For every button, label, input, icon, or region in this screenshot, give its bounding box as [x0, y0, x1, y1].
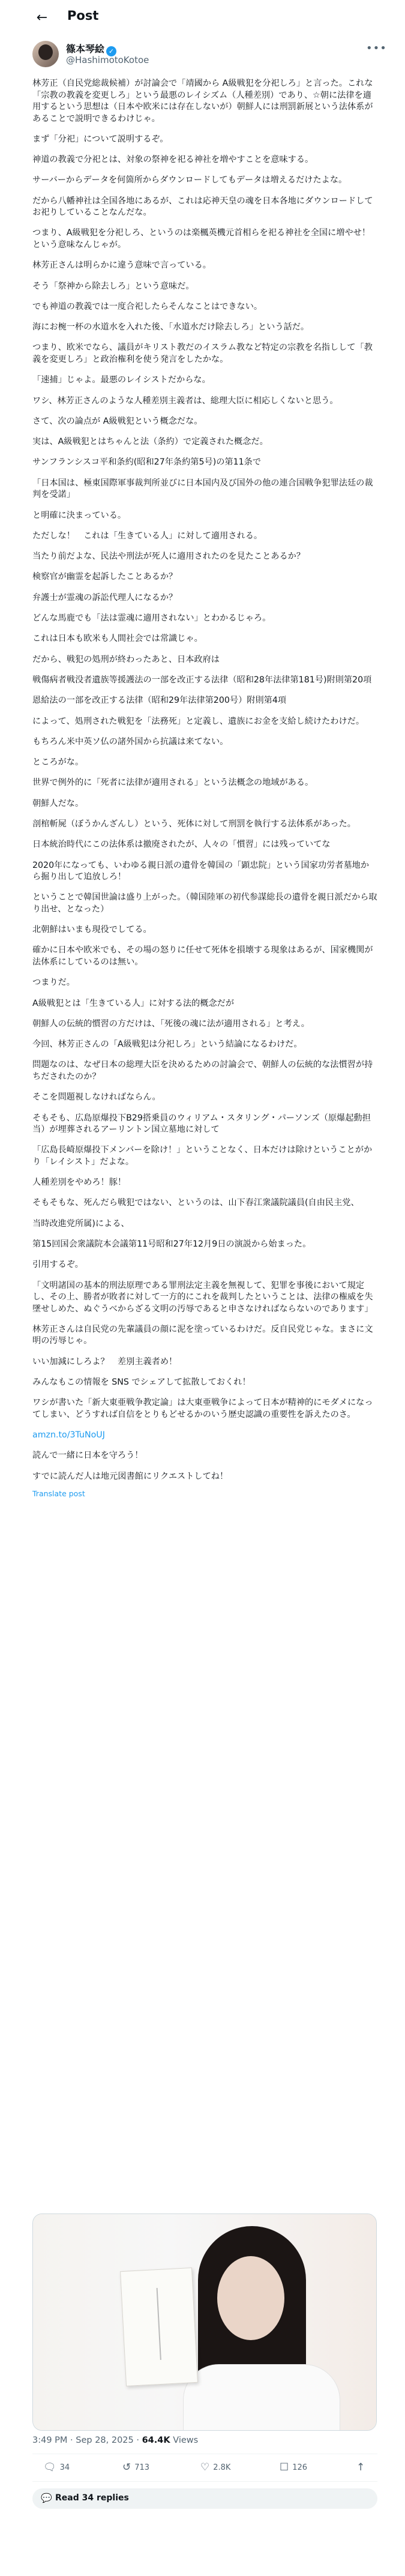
tweet-paragraph: 「文明諸国の基本的刑法原理である罪刑法定主義を無視して、犯罪を事後において規定し、その上、勝者が敗者に対して一方的にこれを裁判したということは、法律の権威を失墜せしめた、ぬぐうべからざる文明の汚辱であると申さなければならないのであります」 — [32, 1280, 373, 1314]
avatar[interactable] — [32, 41, 59, 67]
tweet-paragraph[interactable]: amzn.to/3TuNoUJ — [32, 1430, 105, 1440]
tweet-image[interactable] — [32, 2213, 377, 2431]
tweet-paragraph: だから、戦犯の処刑が終わったあと、日本政府は — [32, 654, 220, 664]
tweet-paragraph: 引用するぞ。 — [32, 1260, 83, 1270]
read-replies-button[interactable] — [32, 2488, 377, 2509]
tweet-paragraph: そう「祭神から除去しろ」という意味だ。 — [32, 281, 194, 291]
tweet-paragraph: まず「分祀」について説明するぞ。 — [32, 134, 169, 144]
tweet-paragraph: 読んで一緒に日本を守ろう！ — [32, 1451, 143, 1461]
bookmark-button[interactable] — [280, 2461, 307, 2473]
tweet-paragraph: 海にお椀一杯の水道水を入れた後、「水道水だけ除去しろ」という話だ。 — [32, 322, 310, 333]
tweet-paragraph: 林芳正さんは自民党の先輩議員の顔に泥を塗っているわけだ。反自民党じゃな。まさに文明の汚辱じゃ。 — [32, 1324, 373, 1346]
tweet-paragraph: つまりだ。 — [32, 978, 75, 988]
tweet-paragraph: 朝鮮人だな。 — [32, 798, 84, 808]
tweet-paragraph: 当時改進党所属)による、 — [32, 1218, 130, 1229]
tweet-paragraph: 2020年になっても、いわゆる親日派の遺骨を韓国の「顕忠院」という国家功労者墓地から掘り出して追放しろ！ — [32, 860, 370, 882]
tweet-paragraph: 人種差別をやめろ！豚！ — [32, 1178, 127, 1188]
heart-icon: ♡ — [200, 2461, 210, 2473]
photo-face — [217, 2256, 284, 2340]
book-cover — [120, 2268, 198, 2386]
tweet-paragraph: 「日本国は、極東国際軍事裁判所並びに日本国内及び国外の他の連合国戦争犯罪法廷の裁判を受諾」 — [32, 478, 373, 500]
tweet-paragraph: によって、処刑された戦犯を「法務死」と定義し、遺族にお金を支給し続けたわけだ。 — [32, 716, 365, 726]
tweet-paragraph: 弁護士が霊魂の訴訟代理人になるか？ — [32, 592, 178, 603]
views-label: Views — [170, 2436, 199, 2445]
share-icon: ↑ — [356, 2461, 365, 2473]
repost-count: 713 — [134, 2463, 150, 2472]
tweet-paragraph: サンフランシスコ平和条約(昭和27年条約第5号)の第11条で — [32, 457, 262, 468]
tweet-paragraph: 「速捕」じゃよ。最悪のレイシストだからな。 — [32, 375, 211, 385]
tweet-paragraph: みんなもこの情報を SNS でシェアして拡散しておくれ！ — [32, 1377, 251, 1388]
translate-post-link[interactable]: Translate post — [32, 1489, 85, 1499]
tweet-paragraph: そもそも、広島原爆投下B29搭乗員のウィリアム・スタリング・パーソンズ（原爆起動担当）が埋葬されるアーリントン国立墓地に対して — [32, 1113, 371, 1135]
tweet-paragraph: つまり、欧米でなら、議員がキリスト教だのイスラム教など特定の宗教を名指しして「教義を変更しろ」と政治権利を使う発言をしたかな。 — [32, 343, 373, 364]
tweet-paragraph: 恩給法の一部を改正する法律（昭和29年法律第200号）附則第4項 — [32, 696, 287, 706]
top-bar — [0, 0, 405, 35]
verified-badge-icon: ✓ — [106, 46, 116, 56]
tweet-paragraph: これは日本も欧米も人間社会では常識じゃ。 — [32, 634, 203, 644]
book-title-line — [157, 2288, 161, 2360]
like-button[interactable] — [200, 2461, 230, 2473]
more-options-icon[interactable]: ••• — [366, 42, 387, 55]
author-name-text[interactable]: 篠本琴絵 — [66, 43, 105, 55]
page-title: Post — [67, 8, 99, 23]
divider — [32, 2481, 377, 2482]
tweet-paragraph: どんな馬鹿でも「法は霊魂に適用されない」とわかるじゃろ。 — [32, 613, 271, 624]
tweet-paragraph: さて、次の論点が A級戦犯という概念だな。 — [32, 416, 203, 426]
comment-icon: 💬 — [41, 2493, 52, 2503]
tweet-paragraph: 剖棺斬屍（ぼうかんざんし）という、死体に対して刑罰を執行する法体系があった。 — [32, 819, 356, 829]
tweet-paragraph: 戦傷病者戦没者遺族等援護法の一部を改正する法律（昭和28年法律第181号)附則第20項 — [32, 675, 372, 685]
views-count: 64.4K — [142, 2436, 170, 2445]
like-count: 2.8K — [213, 2463, 231, 2472]
tweet-paragraph: 検察官が幽霊を起訴したことあるか？ — [32, 572, 178, 582]
tweet-paragraph: A級戦犯とは「生きている人」に対する法的概念だが — [32, 998, 235, 1008]
read-replies-label: Read 34 replies — [55, 2493, 129, 2503]
share-button[interactable] — [356, 2461, 368, 2473]
repost-button[interactable] — [122, 2461, 149, 2473]
tweet-paragraph: 確かに日本や欧米でも、その場の怒りに任せて死体を損壊する現象はあるが、国家機関が法体系にしているのは無い。 — [32, 945, 373, 967]
tweet-paragraph: 林芳正（自民党総裁候補）が討論会で「靖國から A級戦犯を分祀しろ」と言った。これな「宗教の教義を変更しろ」という最悪のレイシズム（人種差別）であり、☆朝に法律を適用するという思想は（日本や欧米には存在しないが）朝鮮人には刑罰新展という法体系があることで説明できるわけじゃ。 — [32, 79, 373, 124]
tweet-paragraph: と明確に決まっている。 — [32, 510, 127, 520]
tweet-paragraph: もちろん米中英ソ仏の諸外国から抗議は来てない。 — [32, 736, 229, 747]
tweet-paragraph: 問題なのは、なぜ日本の総理大臣を決めるための討論会で、朝鮮人の伝統的な法慣習が持ちだされたのか？ — [32, 1060, 373, 1082]
tweet-paragraph: つまり、A級戦犯を分祀しろ、というのは楽楓英機元首相らを祀る神社を全国に増やせ！という意味なんじゃが。 — [32, 228, 371, 250]
tweet-paragraph: でも神道の教義では一度合祀したらそんなことはできない。 — [32, 301, 263, 311]
tweet-paragraph: ただしな！ これは「生きている人」に対して適用される。 — [32, 531, 263, 541]
back-arrow-icon[interactable]: ← — [36, 10, 48, 25]
tweet-paragraph: 北朝鮮はいまも現役でしてる。 — [32, 925, 152, 935]
tweet-paragraph: そもそもな、死んだら戦犯ではない、というのは、山下春江衆議院議員(自由民主党、 — [32, 1198, 359, 1208]
tweet-text — [32, 78, 377, 1506]
photo-shirt — [183, 2364, 340, 2431]
tweet-paragraph: いい加減にしろよ？ 差別主義者め！ — [32, 1356, 178, 1367]
tweet-paragraph: 神道の教義で分祀とは、対象の祭神を祀る神社を増やすことを意味する。 — [32, 155, 314, 165]
bookmark-icon: ☐ — [280, 2461, 289, 2473]
author-handle[interactable]: @HashimotoKotoe — [66, 55, 149, 65]
repost-icon: ↺ — [122, 2461, 131, 2473]
tweet-paragraph: ワシ、林芳正さんのような人種差別主義者は、総理大臣に相応しくないと思う。 — [32, 396, 338, 406]
tweet-paragraph: 今回、林芳正さんの「A級戦犯は分祀しろ」という結論になるわけだ。 — [32, 1040, 302, 1050]
tweet-paragraph: 当たり前だよな、民法や刑法が死人に適用されたのを見たことあるか？ — [32, 552, 305, 562]
post-meta — [32, 2436, 198, 2445]
tweet-paragraph: そこを問題視しなければならん。 — [32, 1092, 161, 1103]
tweet-paragraph: 朝鮮人の伝統的慣習の方だけは、「死後の魂に法が適用される」と考え。 — [32, 1019, 310, 1029]
tweet-paragraph: 「広島長崎原爆投下メンバーを除け！」ということなく、日本だけは除けということがかり「レイシスト」だよな。 — [32, 1145, 373, 1167]
tweet-paragraph: だから八幡神社は全国各地にあるが、これは応神天皇の魂を日本各地にダウンロードしてお祀りしていることなんだな。 — [32, 196, 373, 218]
author-header — [32, 40, 387, 76]
tweet-paragraph: サーバーからデータを何箇所からダウンロードしてもデータは増えるだけたよな。 — [32, 175, 347, 185]
reply-count: 34 — [59, 2463, 70, 2472]
tweet-paragraph: 林芳正さんは明らかに違う意味で言っている。 — [32, 260, 211, 271]
reply-button[interactable] — [43, 2461, 70, 2473]
tweet-paragraph: ワシが書いた「新大東亜戦争教定論」は大東亜戦争によって日本が精神的にモダメになってしまい、どうすれば自信をとりもどせるかのいう歴史認識の重要性を訴えたのさ。 — [32, 1398, 373, 1419]
tweet-paragraph: すでに読んだ人は地元図書館にリクエストしてね！ — [32, 1471, 229, 1481]
tweet-paragraph: ということで韓国世論は盛り上がった。（韓国陸軍の初代参謀総長の遺骨を親日派だから取り出せ、となった） — [32, 892, 377, 914]
tweet-paragraph: 世界で例外的に「死者に法律が適用される」という法概念の地域がある。 — [32, 778, 314, 788]
bookmark-count: 126 — [292, 2463, 308, 2472]
reply-icon: 🗨 — [43, 2461, 56, 2473]
tweet-paragraph: ところがな。 — [32, 757, 84, 768]
post-timestamp[interactable]: 3:49 PM · Sep 28, 2025 · — [32, 2436, 142, 2445]
tweet-paragraph: 日本統治時代にこの法体系は撤廃されたが、人々の「慣習」には残っていてな — [32, 840, 331, 850]
tweet-paragraph: 実は、A級戦犯とはちゃんと法（条約）で定義された概念だ。 — [32, 437, 268, 447]
action-bar — [32, 2456, 377, 2479]
tweet-paragraph: 第15回国会衆議院本会議第11号昭和27年12月9日の演説から始まった。 — [32, 1239, 311, 1250]
